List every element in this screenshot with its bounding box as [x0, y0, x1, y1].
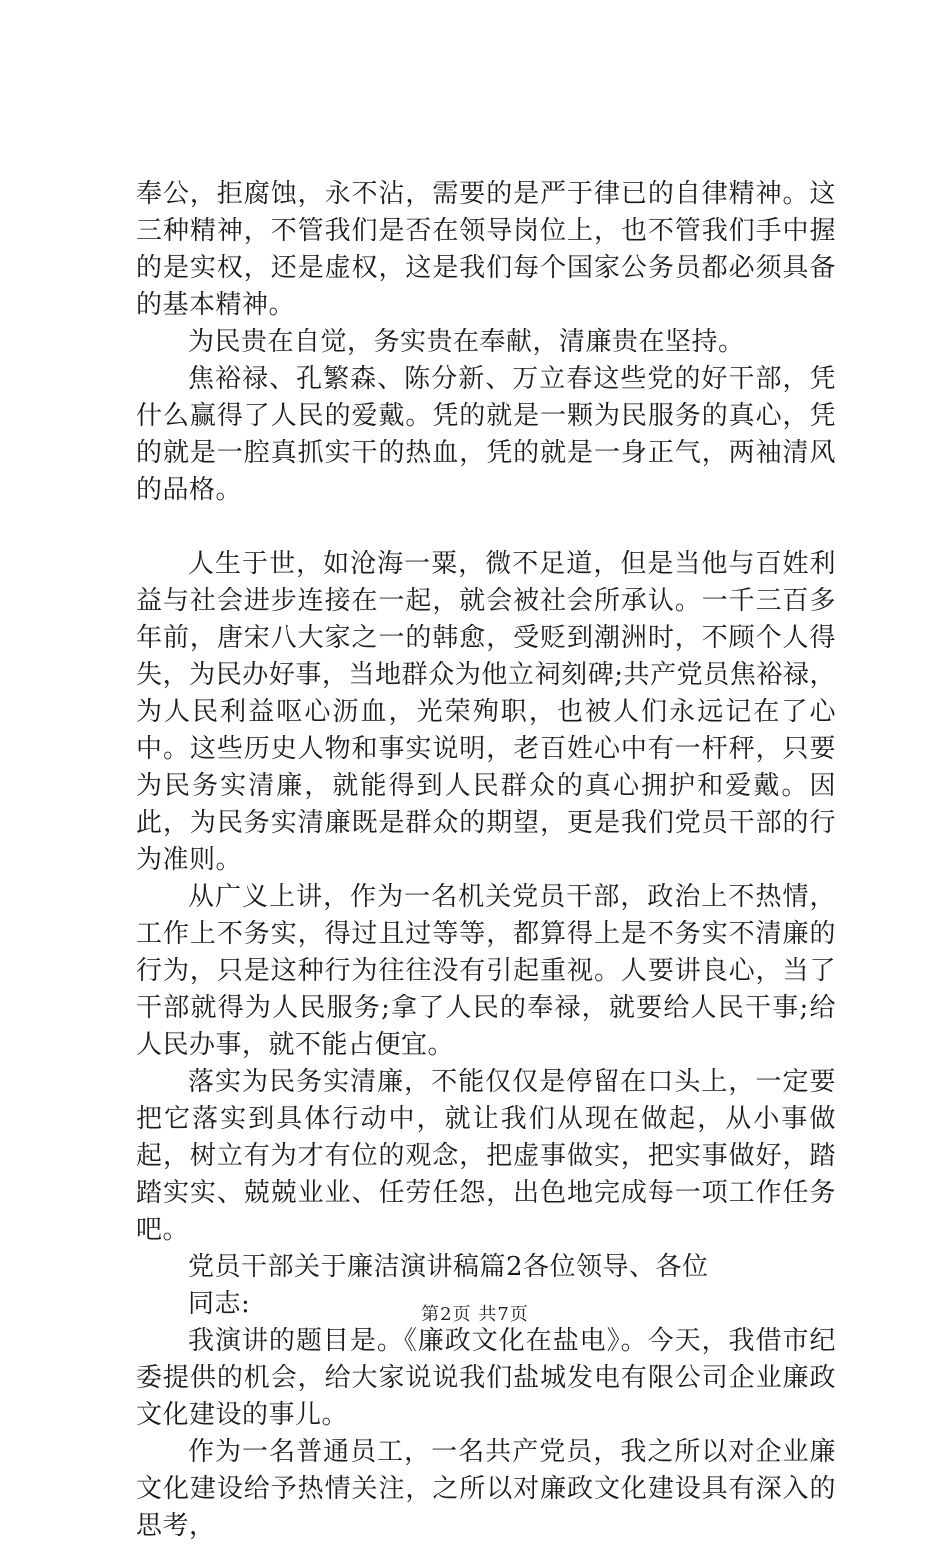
paragraph-10: 作为一名普通员工，一名共产党员，我之所以对企业廉文化建设给予热情关注，之所以对廉政文化建设具有深入的思考， — [136, 1437, 836, 1541]
paragraph-7: 党员干部关于廉洁演讲稿篇2各位领导、各位 — [188, 1252, 709, 1282]
page-number-footer: 第2页 共7页 — [421, 1304, 529, 1325]
paragraph-9: 我演讲的题目是。《廉政文化在盐电》。今天，我借市纪委提供的机会，给大家说说我们盐城发电有限公司企业廉政文化建设的事儿。 — [136, 1326, 836, 1430]
paragraph-6: 落实为民务实清廉，不能仅仅是停留在口头上，一定要把它落实到具体行动中，就让我们从现在做起，从小事做起，树立有为才有位的观念，把虚事做实，把实事做好，踏踏实实、兢兢业业、任劳任怨，出色地完成每一项工作任务吧。 — [136, 1067, 836, 1245]
paragraph-8: 同志: — [188, 1289, 251, 1319]
paragraph-1: 奉公，拒腐蚀，永不沾，需要的是严于律已的自律精神。这三种精神，不管我们是否在领导岗位上，也不管我们手中握的是实权，还是虚权，这是我们每个国家公务员都必须具备的基本精神。 — [136, 179, 836, 320]
paragraph-2: 为民贵在自觉，务实贵在奉献，清廉贵在坚持。 — [188, 327, 745, 357]
paragraph-gap — [136, 509, 836, 546]
body-text — [136, 176, 836, 1545]
paragraph-3: 焦裕禄、孔繁森、陈分新、万立春这些党的好干部，凭什么赢得了人民的爱戴。凭的就是一颗为民服务的真心，凭的就是一腔真抓实干的热血，凭的就是一身正气，两袖清风的品格。 — [136, 364, 836, 505]
paragraph-5: 从广义上讲，作为一名机关党员干部，政治上不热情，工作上不务实，得过且过等等，都算得上是不务实不清廉的行为，只是这种行为往往没有引起重视。人要讲良心，当了干部就得为人民服务;拿了人民的奉禄，就要给人民干事;给人民办事，就不能占便宜。 — [136, 882, 836, 1060]
paragraph-4: 人生于世，如沧海一粟，微不足道，但是当他与百姓利益与社会进步连接在一起，就会被社会所承认。一千三百多年前，唐宋八大家之一的韩愈，受贬到潮洲时，不顾个人得失，为民办好事，当地群众为他立祠刻碑;共产党员焦裕禄，为人民利益呕心沥血，光荣殉职，也被人们永远记在了心中。这些历史人物和事实说明，老百姓心中有一杆秤，只要为民务实清廉，就能得到人民群众的真心拥护和爱戴。因此，为民务实清廉既是群众的期望，更是我们党员干部的行为准则。 — [136, 549, 836, 875]
